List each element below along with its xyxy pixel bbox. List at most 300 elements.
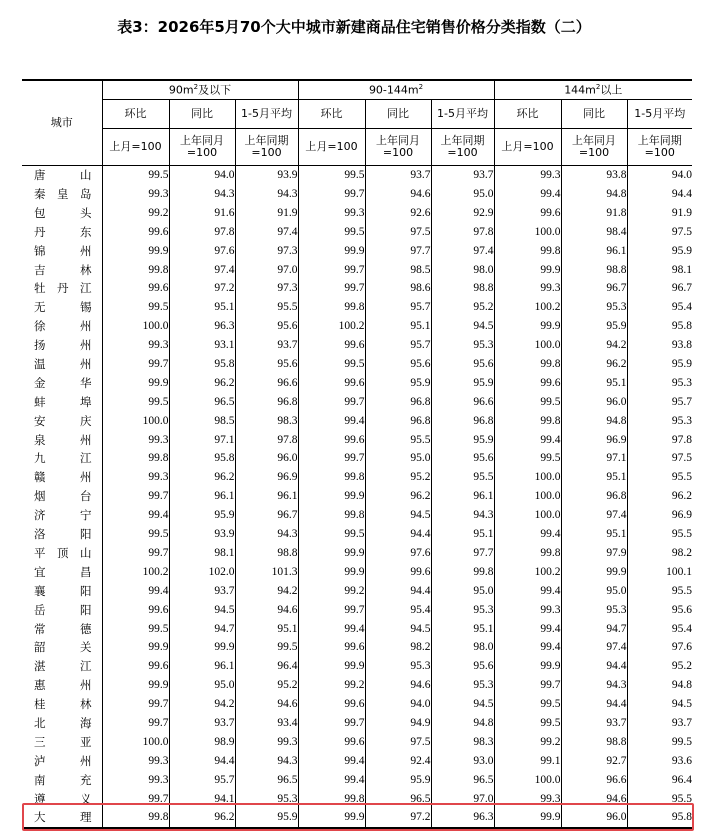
index-value: 97.4 [561,638,627,657]
index-value: 93.6 [627,752,692,771]
index-value: 94.4 [365,582,431,601]
base-header-mom: 上月=100 [494,129,561,166]
index-value: 95.3 [431,600,494,619]
table-row [22,317,692,336]
index-value: 97.6 [627,638,692,657]
city-name: 惠州 [22,676,102,695]
base-header-ytd-avg: 上年同期=100 [431,129,494,166]
index-value: 99.7 [298,185,365,204]
sub-header-mom: 环比 [298,100,365,129]
index-value: 97.6 [365,544,431,563]
price-index-table [22,79,692,829]
table-row [22,525,692,544]
index-value: 94.0 [365,695,431,714]
index-value: 99.9 [298,808,365,828]
city-name: 桂林 [22,695,102,714]
city-name: 三亚 [22,733,102,752]
index-value: 96.6 [431,393,494,412]
city-name: 扬州 [22,336,102,355]
index-value: 95.5 [627,468,692,487]
index-value: 97.8 [431,223,494,242]
index-value: 97.2 [365,808,431,828]
index-value: 99.5 [494,393,561,412]
index-value: 95.3 [235,789,298,808]
index-value: 99.8 [494,412,561,431]
index-value: 99.5 [494,714,561,733]
city-name: 岳阳 [22,600,102,619]
index-value: 99.2 [298,676,365,695]
index-value: 99.7 [298,449,365,468]
index-value: 99.6 [102,279,169,298]
city-name: 吉林 [22,260,102,279]
index-value: 95.9 [365,771,431,790]
sub-header-ytd-avg: 1-5月平均 [235,100,298,129]
index-value: 99.6 [102,600,169,619]
table-row [22,789,692,808]
index-value: 100.0 [102,733,169,752]
index-value: 99.3 [298,204,365,223]
index-value: 94.6 [235,600,298,619]
index-value: 96.6 [235,374,298,393]
sub-header-mom: 环比 [102,100,169,129]
index-value: 94.6 [235,695,298,714]
index-value: 94.4 [627,185,692,204]
index-value: 100.0 [494,336,561,355]
index-value: 98.3 [235,412,298,431]
index-value: 99.8 [102,808,169,828]
index-value: 94.4 [561,657,627,676]
index-value: 98.6 [365,279,431,298]
city-name: 南充 [22,771,102,790]
index-value: 99.7 [298,600,365,619]
index-value: 96.5 [169,393,235,412]
index-value: 96.1 [235,487,298,506]
city-name: 丹东 [22,223,102,242]
index-value: 96.7 [627,279,692,298]
table-row [22,676,692,695]
index-value: 95.2 [365,468,431,487]
base-header-mom: 上月=100 [298,129,365,166]
table-title: 表3：2026年5月70个大中城市新建商品住宅销售价格分类指数（二） [117,18,591,36]
index-value: 95.3 [431,336,494,355]
index-value: 96.2 [169,374,235,393]
index-value: 95.5 [627,582,692,601]
index-value: 99.3 [235,733,298,752]
index-value: 99.5 [102,619,169,638]
index-value: 100.0 [494,771,561,790]
table-row [22,619,692,638]
index-value: 99.7 [298,393,365,412]
index-value: 97.8 [627,430,692,449]
city-name: 牡丹江 [22,279,102,298]
index-value: 95.7 [365,298,431,317]
city-column-header: 城市 [22,80,102,166]
index-value: 95.3 [365,657,431,676]
index-value: 94.6 [561,789,627,808]
index-value: 99.6 [365,563,431,582]
index-value: 99.8 [298,506,365,525]
index-value: 96.6 [561,771,627,790]
index-value: 99.5 [298,166,365,185]
city-name: 北海 [22,714,102,733]
city-name: 无锡 [22,298,102,317]
table-row [22,204,692,223]
table-row [22,544,692,563]
index-value: 95.7 [627,393,692,412]
index-value: 96.7 [561,279,627,298]
index-value: 95.0 [365,449,431,468]
index-value: 99.6 [298,695,365,714]
index-value: 99.2 [494,733,561,752]
table-row [22,412,692,431]
city-name: 金华 [22,374,102,393]
group-header-large: $144m^2$以上 [494,80,692,100]
index-value: 96.0 [561,393,627,412]
index-value: 99.5 [102,393,169,412]
index-value: 96.8 [365,393,431,412]
index-value: 95.3 [627,412,692,431]
index-value: 95.1 [235,619,298,638]
index-value: 99.4 [494,430,561,449]
index-value: 96.8 [365,412,431,431]
index-value: 93.1 [169,336,235,355]
index-value: 95.9 [431,374,494,393]
index-value: 96.9 [627,506,692,525]
index-value: 99.3 [494,166,561,185]
index-value: 94.8 [561,185,627,204]
index-value: 95.8 [627,808,692,828]
index-value: 96.2 [169,808,235,828]
index-value: 95.4 [627,298,692,317]
index-value: 92.4 [365,752,431,771]
index-value: 97.5 [627,223,692,242]
table-row [22,355,692,374]
index-value: 99.7 [298,714,365,733]
index-value: 94.2 [169,695,235,714]
index-value: 99.7 [102,714,169,733]
index-value: 97.9 [561,544,627,563]
index-value: 95.6 [235,355,298,374]
index-value: 95.6 [431,449,494,468]
index-value: 95.5 [627,789,692,808]
index-value: 99.1 [494,752,561,771]
city-name: 襄阳 [22,582,102,601]
table-row [22,582,692,601]
index-value: 94.2 [235,582,298,601]
index-value: 97.8 [235,430,298,449]
index-value: 97.5 [365,223,431,242]
city-name: 湛江 [22,657,102,676]
table-row [22,430,692,449]
index-value: 94.4 [169,752,235,771]
index-value: 97.2 [169,279,235,298]
index-value: 99.6 [298,733,365,752]
index-value: 98.5 [365,260,431,279]
index-value: 99.3 [102,752,169,771]
index-value: 94.1 [169,789,235,808]
index-value: 99.8 [102,260,169,279]
index-value: 92.7 [561,752,627,771]
index-value: 95.9 [627,355,692,374]
index-value: 97.1 [169,430,235,449]
sub-header-yoy: 同比 [561,100,627,129]
index-value: 99.4 [102,582,169,601]
index-value: 98.0 [431,638,494,657]
index-value: 95.1 [561,468,627,487]
index-value: 95.9 [365,374,431,393]
index-value: 99.4 [494,582,561,601]
index-value: 99.4 [494,619,561,638]
base-header-ytd-avg: 上年同期=100 [627,129,692,166]
table-row [22,166,692,185]
index-value: 99.6 [494,204,561,223]
index-value: 94.8 [431,714,494,733]
index-value: 91.9 [627,204,692,223]
index-value: 91.6 [169,204,235,223]
index-value: 95.3 [431,676,494,695]
table-row [22,695,692,714]
table-row [22,223,692,242]
index-value: 94.3 [169,185,235,204]
index-value: 93.7 [235,336,298,355]
index-value: 97.7 [365,242,431,261]
index-value: 95.1 [431,619,494,638]
base-header-ytd-avg: 上年同期=100 [235,129,298,166]
index-value: 96.9 [235,468,298,487]
table-row [22,487,692,506]
index-value: 99.3 [494,789,561,808]
index-value: 95.4 [627,619,692,638]
index-value: 99.5 [102,525,169,544]
index-value: 95.8 [169,355,235,374]
city-name: 泉州 [22,430,102,449]
index-value: 99.5 [298,355,365,374]
index-value: 96.1 [561,242,627,261]
table-row [22,468,692,487]
index-value: 93.0 [431,752,494,771]
index-value: 99.4 [298,619,365,638]
index-value: 95.3 [627,374,692,393]
index-value: 98.4 [561,223,627,242]
sub-header-mom: 环比 [494,100,561,129]
index-value: 97.4 [431,242,494,261]
index-value: 99.5 [298,223,365,242]
index-value: 96.2 [627,487,692,506]
index-value: 94.3 [431,506,494,525]
index-value: 96.0 [235,449,298,468]
city-name: 锦州 [22,242,102,261]
table-row [22,242,692,261]
index-value: 96.5 [365,789,431,808]
index-value: 94.5 [627,695,692,714]
index-value: 93.9 [169,525,235,544]
table-row [22,260,692,279]
index-value: 99.8 [102,449,169,468]
index-value: 96.7 [235,506,298,525]
index-value: 99.9 [494,260,561,279]
table-row [22,657,692,676]
index-value: 94.4 [365,525,431,544]
index-value: 99.3 [102,468,169,487]
city-name: 遵义 [22,789,102,808]
index-value: 96.2 [365,487,431,506]
index-value: 95.5 [235,298,298,317]
index-value: 99.6 [298,430,365,449]
base-header-mom: 上月=100 [102,129,169,166]
index-value: 98.2 [627,544,692,563]
index-value: 91.8 [561,204,627,223]
city-name: 泸州 [22,752,102,771]
index-value: 95.0 [431,185,494,204]
index-value: 99.3 [102,336,169,355]
index-value: 96.1 [169,487,235,506]
group-header-small: $90m^2$及以下 [102,80,298,100]
index-value: 94.8 [627,676,692,695]
index-value: 100.1 [627,563,692,582]
index-value: 95.7 [365,336,431,355]
index-value: 99.4 [494,638,561,657]
index-value: 99.6 [494,374,561,393]
index-value: 99.5 [494,695,561,714]
index-value: 100.2 [298,317,365,336]
index-value: 95.1 [169,298,235,317]
index-value: 96.0 [561,808,627,828]
index-value: 96.8 [431,412,494,431]
index-value: 91.9 [235,204,298,223]
index-value: 95.5 [627,525,692,544]
index-value: 99.5 [298,525,365,544]
sub-header-yoy: 同比 [365,100,431,129]
index-value: 94.2 [561,336,627,355]
city-name: 大理 [22,808,102,828]
index-value: 99.5 [235,638,298,657]
index-value: 94.5 [365,619,431,638]
table-row [22,393,692,412]
index-value: 94.7 [561,619,627,638]
index-value: 99.9 [298,242,365,261]
index-value: 99.7 [298,260,365,279]
index-value: 99.8 [298,789,365,808]
index-value: 95.9 [235,808,298,828]
index-value: 99.4 [298,771,365,790]
index-value: 96.2 [169,468,235,487]
index-value: 96.5 [235,771,298,790]
index-value: 98.1 [169,544,235,563]
city-name: 洛阳 [22,525,102,544]
index-value: 99.2 [102,204,169,223]
index-value: 96.8 [235,393,298,412]
index-value: 99.4 [102,506,169,525]
index-value: 93.7 [169,582,235,601]
city-name: 蚌埠 [22,393,102,412]
index-value: 97.4 [169,260,235,279]
index-value: 94.7 [169,619,235,638]
index-value: 99.5 [102,298,169,317]
index-value: 96.2 [561,355,627,374]
index-value: 96.1 [169,657,235,676]
index-value: 99.8 [494,355,561,374]
index-value: 94.3 [235,752,298,771]
index-value: 96.4 [627,771,692,790]
base-header-yoy: 上年同月=100 [365,129,431,166]
index-value: 95.6 [431,355,494,374]
index-value: 100.0 [494,487,561,506]
city-name: 安庆 [22,412,102,431]
index-value: 99.2 [298,582,365,601]
table-row [22,298,692,317]
sub-header-ytd-avg: 1-5月平均 [431,100,494,129]
index-value: 95.9 [169,506,235,525]
index-value: 99.9 [561,563,627,582]
index-value: 99.3 [102,771,169,790]
index-value: 98.0 [431,260,494,279]
index-value: 95.2 [627,657,692,676]
index-value: 96.4 [235,657,298,676]
index-value: 99.6 [102,223,169,242]
index-value: 99.5 [627,733,692,752]
index-value: 98.5 [169,412,235,431]
index-value: 99.9 [494,808,561,828]
table-row [22,449,692,468]
index-value: 94.5 [169,600,235,619]
index-value: 98.3 [431,733,494,752]
table-row [22,771,692,790]
index-value: 93.7 [431,166,494,185]
index-value: 99.7 [102,355,169,374]
index-value: 98.8 [561,260,627,279]
index-value: 94.0 [169,166,235,185]
index-value: 94.3 [561,676,627,695]
index-value: 99.4 [298,412,365,431]
city-name: 宜昌 [22,563,102,582]
index-value: 95.8 [627,317,692,336]
index-value: 96.8 [561,487,627,506]
index-value: 99.8 [298,298,365,317]
index-value: 95.9 [561,317,627,336]
index-value: 98.9 [169,733,235,752]
index-value: 98.8 [235,544,298,563]
index-value: 95.9 [627,242,692,261]
index-value: 99.9 [494,317,561,336]
city-name: 徐州 [22,317,102,336]
index-value: 94.3 [235,525,298,544]
index-value: 99.9 [298,544,365,563]
index-value: 102.0 [169,563,235,582]
index-value: 95.2 [431,298,494,317]
index-value: 99.9 [102,638,169,657]
index-value: 100.2 [102,563,169,582]
index-value: 95.8 [169,449,235,468]
index-value: 99.9 [298,657,365,676]
index-value: 100.0 [102,412,169,431]
index-value: 94.3 [235,185,298,204]
index-value: 99.8 [298,468,365,487]
index-value: 99.9 [102,676,169,695]
table-row [22,336,692,355]
index-value: 97.3 [235,279,298,298]
index-value: 99.4 [298,752,365,771]
index-value: 93.7 [169,714,235,733]
city-name: 温州 [22,355,102,374]
index-value: 98.2 [365,638,431,657]
index-value: 99.3 [102,430,169,449]
index-value: 97.8 [169,223,235,242]
index-value: 93.7 [561,714,627,733]
index-value: 99.8 [431,563,494,582]
index-value: 99.6 [298,336,365,355]
index-value: 100.0 [494,506,561,525]
index-value: 98.8 [561,733,627,752]
